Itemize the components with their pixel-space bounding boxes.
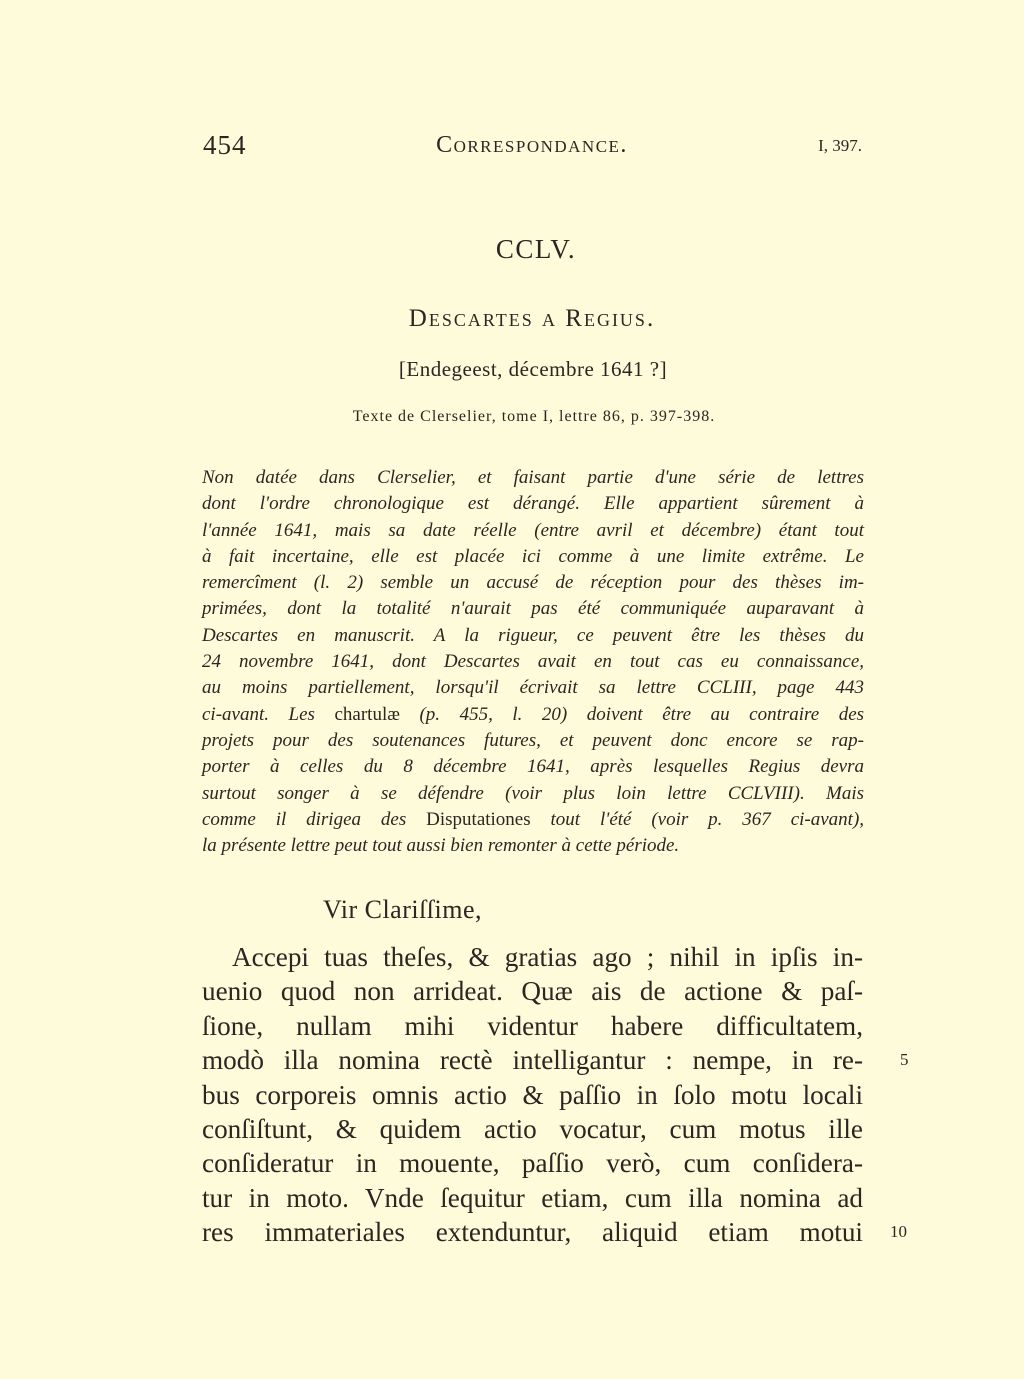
body-line: ſione, nullam mihi videntur habere difficultatem, xyxy=(202,1010,863,1041)
note-line: la présente lettre peut tout aussi bien remonter à cette période. xyxy=(202,835,680,857)
note-fragment: comme il dirigea des xyxy=(202,808,407,830)
letter-number: CCLV. xyxy=(495,234,577,264)
body-line: bus corporeis omnis actio & paſſio in ſolo motu locali xyxy=(202,1079,863,1110)
salutation: Vir Clariſſime, xyxy=(323,895,483,924)
body-line: modò illa nomina rectè intelligantur : nempe, in re- xyxy=(202,1045,863,1076)
note-line: à fait incertaine, elle est placée ici comme à une limite extrême. Le xyxy=(202,545,864,567)
note-line: l'année 1641, mais sa date réelle (entre avril et décembre) étant tout xyxy=(202,519,864,541)
line-number-5: 5 xyxy=(900,1050,909,1069)
line-number-10: 10 xyxy=(890,1222,907,1241)
note-line: porter à celles du 8 décembre 1641, après lesquelles Regius devra xyxy=(202,756,864,778)
editorial-note xyxy=(202,465,864,859)
body-line: conſiſtunt, & quidem actio vocatur, cum motus ille xyxy=(202,1114,863,1145)
note-line: projets pour des soutenances futures, et peuvent donc encore se rap- xyxy=(202,729,864,751)
margin-line-numbers xyxy=(890,940,930,1250)
body-line: Accepi tuas theſes, & gratias ago ; nihil in ipſis in- xyxy=(232,942,863,972)
letter-date: [Endegeest, décembre 1641 ?] xyxy=(398,357,668,381)
source-note: Texte de Clerselier, tome I, lettre 86, p. 397-398. xyxy=(352,408,716,425)
note-line: surtout songer à se défendre (voir plus loin lettre CCLVIII). Mais xyxy=(202,782,864,804)
note-line: remercîment (l. 2) semble un accusé de réception pour des thèses im- xyxy=(202,572,864,594)
note-line xyxy=(202,807,864,833)
note-fragment: tout l'été (voir p. 367 ci-avant), xyxy=(550,808,865,830)
note-line: Non datée dans Clerselier, et faisant partie d'une série de lettres xyxy=(202,467,864,488)
note-line: Descartes en manuscrit. A la rigueur, ce peuvent être les thèses du xyxy=(202,624,864,646)
body-line: tur in moto. Vnde ſequitur etiam, cum illa nomina ad xyxy=(202,1182,863,1213)
note-line: au moins partiellement, lorsqu'il écrivait sa lettre CCLIII, page 443 xyxy=(202,677,864,699)
letter-title: Descartes a Regius. xyxy=(408,305,656,332)
body-line: uenio quod non arrideat. Quæ ais de actione & paſ- xyxy=(202,976,863,1007)
note-fragment: ci-avant. Les xyxy=(202,703,315,725)
note-line: primées, dont la totalité n'aurait pas été communiquée auparavant à xyxy=(202,598,864,620)
note-line xyxy=(202,702,864,728)
edition-reference: I, 397. xyxy=(818,136,862,155)
note-line: 24 novembre 1641, dont Descartes avait en tout cas eu connaissance, xyxy=(202,651,864,673)
note-term-disputationes: Disputationes xyxy=(426,808,531,830)
page-number: 454 xyxy=(203,130,247,160)
running-title: Correspondance. xyxy=(436,132,628,158)
running-head xyxy=(0,130,1024,164)
letter-body xyxy=(202,940,863,1250)
body-line: conſideratur in mouente, paſſio verò, cum conſidera- xyxy=(202,1148,863,1179)
note-term-chartulae: chartulæ xyxy=(334,703,400,725)
body-line: res immateriales extenduntur, aliquid etiam motui xyxy=(202,1217,863,1248)
note-fragment: (p. 455, l. 20) doivent être au contraire des xyxy=(419,703,865,725)
note-line: dont l'ordre chronologique est dérangé. Elle appartient sûrement à xyxy=(202,493,864,515)
